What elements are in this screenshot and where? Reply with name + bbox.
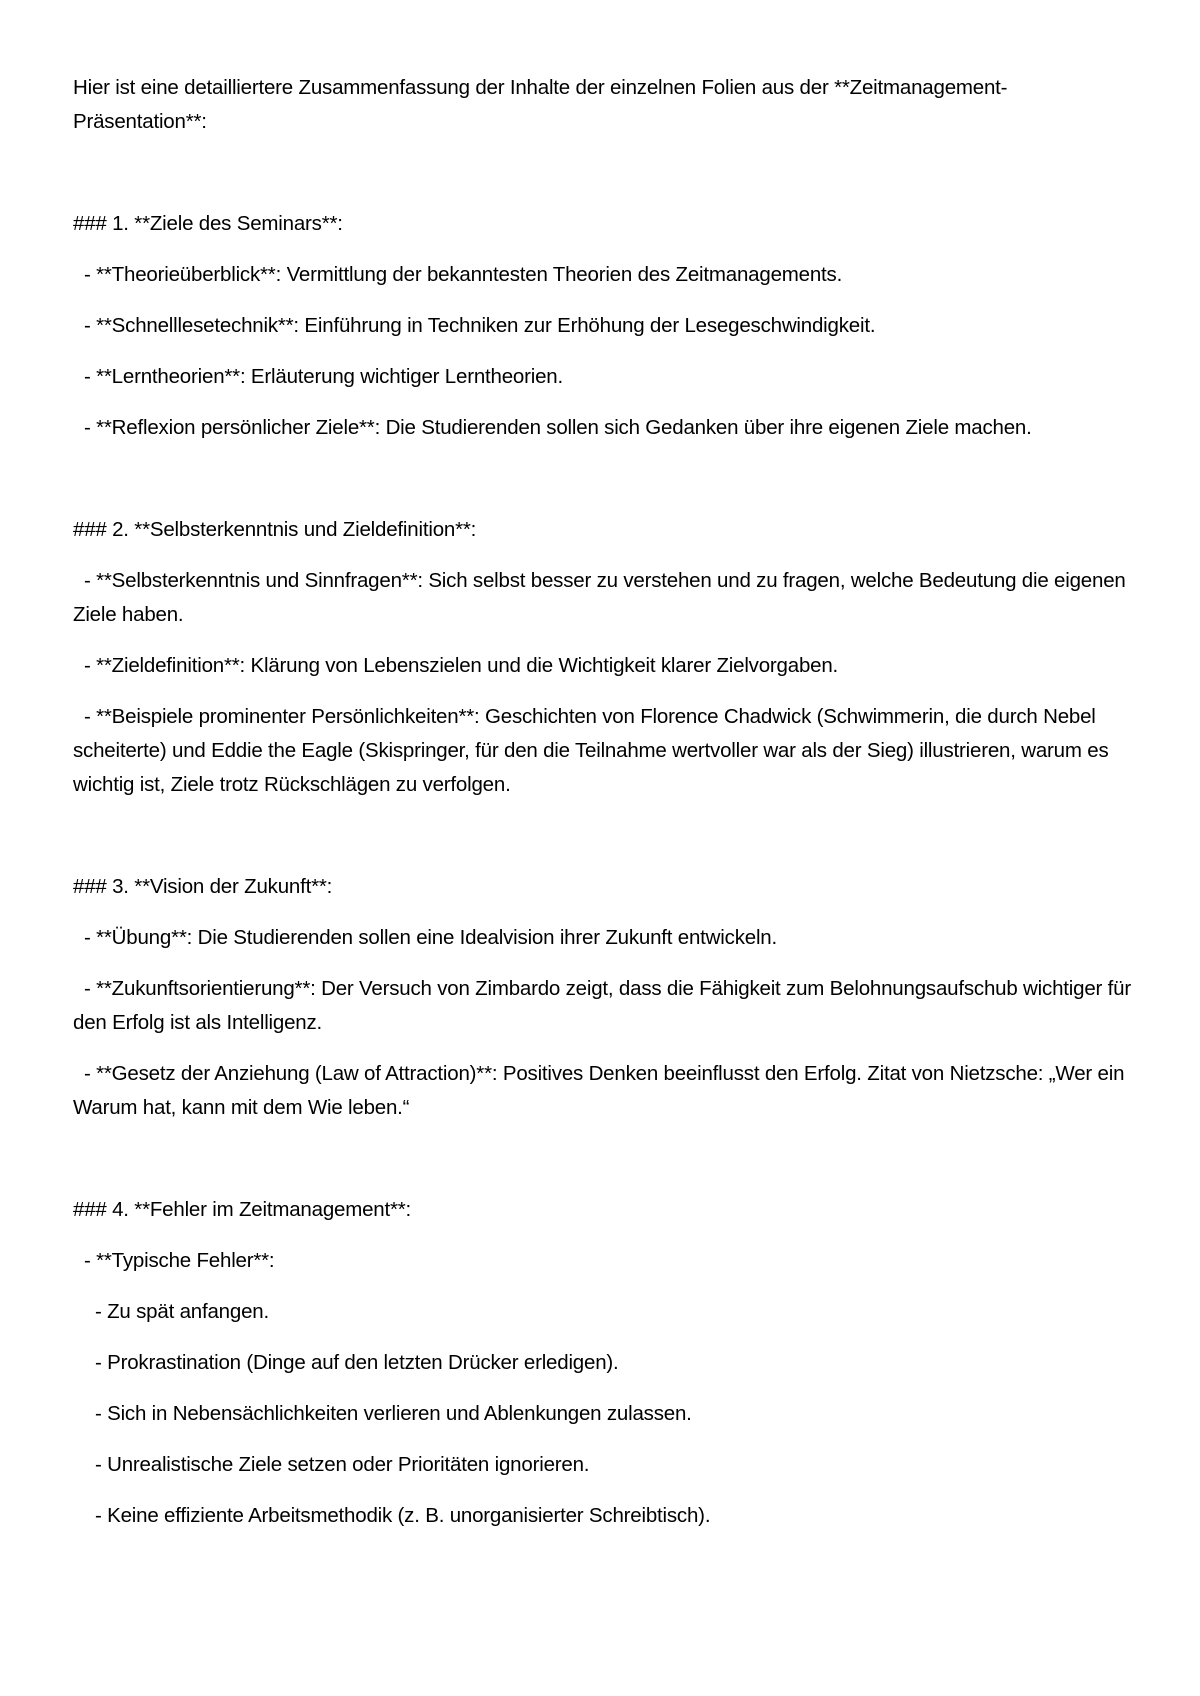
list-item: - **Reflexion persönlicher Ziele**: Die Studierenden sollen sich Gedanken über ihre eigenen Ziele machen. — [73, 416, 1032, 439]
sub-list-item: - Keine effiziente Arbeitsmethodik (z. B. unorganisierter Schreibtisch). — [73, 1504, 711, 1527]
section-ziele-des-seminars — [73, 207, 1133, 445]
list-item: - **Zukunftsorientierung**: Der Versuch von Zimbardo zeigt, dass die Fähigkeit zum Belohnungsaufschub wichtiger für den Erfolg ist als Intelligenz. — [73, 977, 1137, 1034]
list-item: - **Typische Fehler**: — [73, 1249, 275, 1272]
sub-list-item: - Prokrastination (Dinge auf den letzten Drücker erledigen). — [73, 1351, 619, 1374]
section-vision-der-zukunft — [73, 870, 1137, 1125]
list-item: - **Beispiele prominenter Persönlichkeiten**: Geschichten von Florence Chadwick (Schwimmerin, die durch Nebel scheiterte) und Eddie the Eagle (Skispringer, für den die Teilnahme wertvoller war als der Sieg) illustrieren, warum es wichtig ist, Ziele trotz Rückschlägen zu verfolgen. — [73, 705, 1114, 796]
section-heading: ### 1. **Ziele des Seminars**: — [73, 212, 343, 235]
list-item: - **Selbsterkenntnis und Sinnfragen**: Sich selbst besser zu verstehen und zu fragen, welche Bedeutung die eigenen Ziele haben. — [73, 569, 1132, 626]
document-body — [73, 71, 1137, 1533]
section-heading: ### 4. **Fehler im Zeitmanagement**: — [73, 1198, 412, 1221]
list-item: - **Schnelllesetechnik**: Einführung in Techniken zur Erhöhung der Lesegeschwindigkeit. — [73, 314, 876, 337]
list-item: - **Lerntheorien**: Erläuterung wichtiger Lerntheorien. — [73, 365, 564, 388]
section-heading: ### 2. **Selbsterkenntnis und Zieldefinition**: — [73, 518, 477, 541]
sub-list-item: - Unrealistische Ziele setzen oder Prioritäten ignorieren. — [73, 1453, 590, 1476]
list-item: - **Gesetz der Anziehung (Law of Attraction)**: Positives Denken beeinflusst den Erfolg. Zitat von Nietzsche: „Wer ein Warum hat, kann mit dem Wie leben.“ — [73, 1062, 1130, 1119]
intro-paragraph: Hier ist eine detailliertere Zusammenfassung der Inhalte der einzelnen Folien aus der **Zeitmanagement-Präsentation**: — [73, 76, 1008, 133]
sub-list-item: - Sich in Nebensächlichkeiten verlieren und Ablenkungen zulassen. — [73, 1402, 692, 1425]
list-item: - **Übung**: Die Studierenden sollen eine Idealvision ihrer Zukunft entwickeln. — [73, 926, 777, 949]
list-item: - **Zieldefinition**: Klärung von Lebenszielen und die Wichtigkeit klarer Zielvorgaben. — [73, 654, 839, 677]
section-selbsterkenntnis — [73, 513, 1133, 802]
sub-list-item: - Zu spät anfangen. — [73, 1300, 269, 1323]
list-item: - **Theorieüberblick**: Vermittlung der bekanntesten Theorien des Zeitmanagements. — [73, 263, 843, 286]
section-fehler-im-zeitmanagement — [73, 1193, 1133, 1533]
section-heading: ### 3. **Vision der Zukunft**: — [73, 875, 333, 898]
